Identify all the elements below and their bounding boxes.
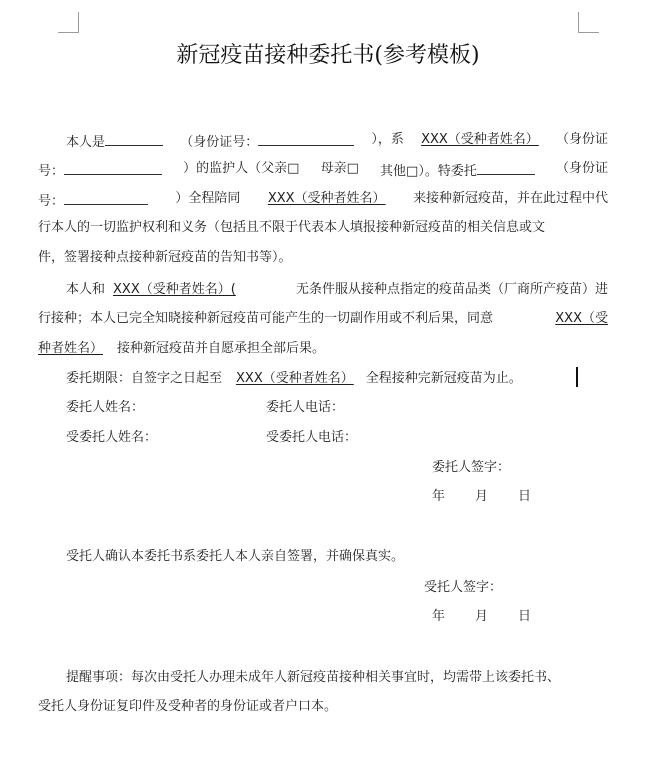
agent-confirmation-text: 受托人确认本委托书系委托人本人亲自签署，并确保真实。: [66, 549, 405, 564]
text-cursor: [576, 367, 578, 387]
text-segment: ）的监护人（父亲□: [183, 161, 300, 176]
text-segment: 委托期限：自签字之日起至: [66, 371, 223, 386]
principal-sign-year: 年: [432, 489, 446, 504]
text-segment: 行接种；本人已完全知晓接种新冠疫苗可能产生的一切副作用或不利后果，同意: [38, 311, 494, 326]
principal-sign-month: 月: [475, 489, 489, 504]
vaccinee-placeholder: XXX（受种者姓名）: [236, 371, 354, 386]
principal-phone-field[interactable]: 委托人电话：: [266, 400, 345, 415]
id-number-blank[interactable]: [258, 132, 354, 146]
agent-name-blank[interactable]: [477, 161, 535, 175]
document-title: 新冠疫苗接种委托书(参考模板): [176, 43, 480, 68]
agent-sign-year: 年: [432, 609, 446, 624]
text-segment: （身份证: [555, 161, 608, 176]
principal-name-field[interactable]: 委托人姓名：: [66, 400, 145, 415]
agent-signature-label[interactable]: 受托人签字：: [424, 580, 503, 595]
paragraph-2-line-1: [66, 282, 608, 298]
text-segment: （身份证号：: [180, 135, 259, 150]
principal-signature-label[interactable]: 委托人签字：: [432, 460, 511, 475]
page-corner-mark-top-left: [58, 12, 79, 33]
entrust-period-line: [66, 371, 522, 387]
reminder-line-1: 提醒事项：每次由受托人办理未成年人新冠疫苗接种相关事宜时，均需带上该委托书、: [66, 670, 561, 685]
text-segment: （身份证: [555, 132, 608, 147]
agent-phone-field[interactable]: 受委托人电话：: [266, 430, 358, 445]
paragraph-1-line-5: 件，签署接种点接种新冠疫苗的告知书等）。: [38, 250, 292, 265]
text-segment: 母亲□: [320, 161, 359, 176]
text-segment: 号：: [38, 194, 65, 209]
vaccinee-placeholder: XXX（受种者姓名）: [421, 132, 539, 147]
paragraph-1-line-1: [66, 132, 608, 151]
paragraph-1-line-4: 行本人的一切监护权利和义务（包括且不限于代表本人填报接种新冠疫苗的相关信息或文: [38, 220, 546, 235]
principal-sign-day: 日: [518, 489, 532, 504]
text-segment: 来接种新冠疫苗，并在此过程中代: [412, 191, 608, 206]
agent-sign-month: 月: [475, 609, 489, 624]
text-segment: 本人是: [66, 135, 106, 150]
text-segment: ）全程陪同: [175, 191, 241, 206]
text-segment: ），系: [371, 132, 404, 147]
vaccinee-placeholder: XXX（受种者姓名）: [267, 191, 386, 206]
agent-name-field[interactable]: 受委托人姓名：: [66, 430, 158, 445]
page-corner-mark-top-right: [578, 12, 599, 33]
text-segment: 接种新冠疫苗并自愿承担全部后果。: [117, 341, 326, 356]
paragraph-2-line-3: [38, 341, 325, 357]
paragraph-1-line-2: [38, 161, 608, 180]
text-segment: 全程接种完新冠疫苗为止。: [365, 371, 522, 386]
reminder-line-2: 受托人身份证复印件及受种者的身份证或者户口本。: [38, 699, 338, 714]
text-segment: 无条件服从接种点指定的疫苗品类（厂商所产疫苗）进: [295, 282, 608, 297]
text-segment: 本人和: [66, 282, 106, 297]
id-number-blank[interactable]: [64, 161, 162, 175]
text-segment: 号：: [38, 164, 65, 179]
vaccinee-placeholder: XXX（受: [555, 311, 608, 326]
agent-sign-day: 日: [518, 609, 532, 624]
paragraph-1-line-3: [38, 191, 608, 210]
agent-id-blank[interactable]: [64, 191, 148, 205]
parent-name-blank[interactable]: [105, 132, 163, 146]
text-segment: 其他□）。特委托: [380, 164, 477, 179]
paragraph-2-line-2: [38, 311, 608, 327]
vaccinee-placeholder: 种者姓名）: [38, 341, 104, 356]
vaccinee-placeholder: XXX（受种者姓名）(: [113, 282, 236, 297]
